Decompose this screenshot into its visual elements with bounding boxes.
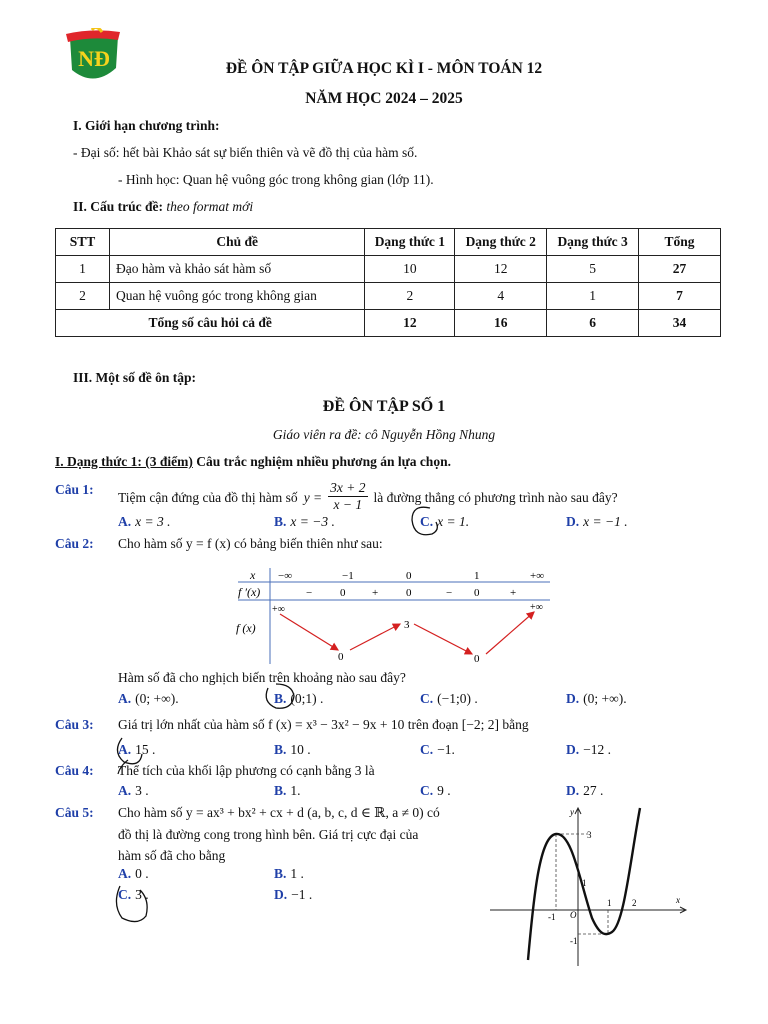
- vt-arrow: [350, 624, 400, 650]
- option-c[interactable]: C. 3 .: [118, 887, 149, 902]
- school-year: NĂM HỌC 2024 – 2025: [305, 90, 463, 107]
- vt-fp-value: +: [372, 587, 379, 599]
- table-cell: 10: [365, 256, 455, 283]
- section2-note: theo format mới: [166, 199, 254, 214]
- table-cell: 16: [455, 310, 547, 337]
- option-a[interactable]: A. (0; +∞).: [118, 691, 179, 706]
- q1-fraction: [328, 480, 367, 513]
- question-text-line1: Cho hàm số y = ax³ + bx² + cx + d (a, b, c, d ∈ ℝ, a ≠ 0) có: [118, 805, 440, 820]
- x-tick-label: 2: [632, 898, 637, 908]
- table-cell: 1: [56, 256, 110, 283]
- vt-x-value: 0: [406, 570, 412, 582]
- question-text: Cho hàm số y = f (x) có bảng biến thiên như sau:: [118, 536, 383, 551]
- option-d[interactable]: D. −12 .: [566, 742, 611, 757]
- y-tick-label: 1: [582, 878, 587, 888]
- vt-fp-value: 0: [406, 587, 412, 599]
- question-text-line3: hàm số đã cho bằng: [118, 848, 226, 863]
- table-header: Tổng: [639, 229, 721, 256]
- vt-f-value: 3: [404, 619, 410, 631]
- option-a[interactable]: A. 0 .: [118, 866, 149, 881]
- option-b[interactable]: B. 10 .: [274, 742, 311, 757]
- table-cell: 12: [455, 256, 547, 283]
- page-title: ĐỀ ÔN TẬP GIỮA HỌC KÌ I - MÔN TOÁN 12: [225, 60, 543, 77]
- vt-row-f: f (x): [236, 621, 256, 635]
- logo-text: NĐ: [78, 46, 110, 71]
- table-cell: 2: [56, 283, 110, 310]
- vt-row-fprime: f ′(x): [238, 585, 261, 599]
- option-b[interactable]: B. (0;1) .: [274, 691, 324, 706]
- question-label: Câu 3:: [55, 717, 94, 732]
- q1-pre: Tiệm cận đứng của đồ thị hàm số: [118, 489, 298, 505]
- option-a[interactable]: A. x = 3 .: [118, 514, 171, 529]
- x-tick-label: -1: [548, 912, 556, 922]
- exam-teacher: Giáo viên ra đề: cô Nguyễn Hồng Nhung: [272, 427, 496, 442]
- option-d[interactable]: D. (0; +∞).: [566, 691, 627, 706]
- section1-line1: - Đại số: hết bài Khảo sát sự biến thiên và vẽ đồ thị của hàm số.: [73, 145, 418, 160]
- vt-row-x: x: [250, 568, 256, 582]
- section1-line2: - Hình học: Quan hệ vuông góc trong không gian (lớp 11).: [118, 172, 434, 187]
- vt-f-value: 0: [474, 653, 480, 665]
- y-axis-label: y: [570, 807, 574, 817]
- x-tick-label: 1: [607, 898, 612, 908]
- vt-fp-value: +: [510, 587, 517, 599]
- question-followup: Hàm số đã cho nghịch biến trên khoảng nào sau đây?: [118, 670, 406, 685]
- vt-arrow: [414, 624, 472, 654]
- table-cell: 34: [639, 310, 721, 337]
- table-row: [56, 283, 721, 310]
- option-c[interactable]: C. −1.: [420, 742, 455, 757]
- table-header: Dạng thức 1: [365, 229, 455, 256]
- part-heading: [55, 454, 451, 470]
- table-cell: 6: [547, 310, 639, 337]
- table-row: [56, 256, 721, 283]
- vt-f-value: +∞: [530, 602, 543, 613]
- vt-x-value: −1: [342, 570, 354, 582]
- q1-denominator: x − 1: [333, 497, 363, 512]
- question-label: Câu 4:: [55, 763, 94, 778]
- table-header: STT: [56, 229, 110, 256]
- question-label: Câu 1:: [55, 482, 94, 497]
- vt-fp-value: 0: [340, 587, 346, 599]
- part-desc: Câu trắc nghiệm nhiều phương án lựa chọn.: [196, 454, 451, 469]
- vt-f-value: +∞: [272, 604, 285, 615]
- option-a[interactable]: A. 3 .: [118, 783, 149, 798]
- table-total-row: [56, 310, 721, 337]
- table-header: Dạng thức 3: [547, 229, 639, 256]
- vt-arrow: [486, 612, 534, 654]
- option-c[interactable]: C. x = 1.: [420, 514, 470, 529]
- section3-heading: III. Một số đề ôn tập:: [73, 370, 197, 385]
- vt-fp-value: −: [446, 587, 453, 599]
- exam-title: ĐỀ ÔN TẬP SỐ 1: [322, 398, 446, 415]
- question-label: Câu 2:: [55, 536, 94, 551]
- question-label: Câu 5:: [55, 805, 94, 820]
- part-label: I. Dạng thức 1: (3 điểm): [55, 454, 193, 469]
- table-cell: Đạo hàm và khảo sát hàm số: [109, 256, 364, 283]
- option-c[interactable]: C. (−1;0) .: [420, 691, 478, 706]
- vt-fp-value: 0: [474, 587, 480, 599]
- cubic-graph: [490, 802, 690, 968]
- option-c[interactable]: C. 9 .: [420, 783, 451, 798]
- table-cell: 5: [547, 256, 639, 283]
- option-b[interactable]: B. 1.: [274, 783, 301, 798]
- option-d[interactable]: D. 27 .: [566, 783, 604, 798]
- question-text: Giá trị lớn nhất của hàm số f (x) = x³ − 3x² − 9x + 10 trên đoạn [−2; 2] bằng: [118, 717, 529, 732]
- origin-label: O: [570, 910, 577, 920]
- table-cell: 1: [547, 283, 639, 310]
- vt-x-value: +∞: [530, 570, 545, 582]
- vt-x-value: 1: [474, 570, 480, 582]
- q1-post: là đường thẳng có phương trình nào sau đây?: [373, 489, 618, 505]
- q1-numerator: 3x + 2: [330, 480, 366, 495]
- option-b[interactable]: B. 1 .: [274, 866, 304, 881]
- section2-heading: II. Cấu trúc đề:: [73, 199, 163, 214]
- question-text: Thể tích của khối lập phương có cạnh bằng 3 là: [118, 763, 375, 778]
- question-text-line2: đồ thị là đường cong trong hình bên. Giá trị cực đại của: [118, 827, 419, 842]
- variation-table: [228, 562, 558, 668]
- table-cell: 2: [365, 283, 455, 310]
- table-header: Dạng thức 2: [455, 229, 547, 256]
- y-tick-label: -1: [570, 936, 578, 946]
- vt-arrow: [280, 614, 338, 650]
- table-header: Chủ đề: [109, 229, 364, 256]
- table-cell: 27: [639, 256, 721, 283]
- section1-heading: I. Giới hạn chương trình:: [73, 118, 220, 133]
- structure-table: [55, 228, 721, 337]
- table-cell: Quan hệ vuông góc trong không gian: [109, 283, 364, 310]
- option-b[interactable]: B. x = −3 .: [274, 514, 335, 529]
- table-total-label: Tổng số câu hỏi cả đề: [56, 310, 365, 337]
- vt-fp-value: −: [306, 587, 313, 599]
- x-axis-label: x: [676, 895, 680, 905]
- table-cell: 4: [455, 283, 547, 310]
- table-cell: 7: [639, 283, 721, 310]
- y-tick-label: 3: [587, 830, 592, 840]
- option-d[interactable]: D. −1 .: [274, 887, 313, 902]
- q1-lhs: y =: [303, 489, 323, 505]
- question-text: [118, 482, 618, 513]
- option-a[interactable]: A. 15 .: [118, 742, 156, 757]
- table-header-row: [56, 229, 721, 256]
- option-d[interactable]: D. x = −1 .: [566, 514, 628, 529]
- section2-line: [73, 199, 253, 215]
- table-cell: 12: [365, 310, 455, 337]
- vt-f-value: 0: [338, 651, 344, 663]
- vt-x-value: −∞: [278, 570, 293, 582]
